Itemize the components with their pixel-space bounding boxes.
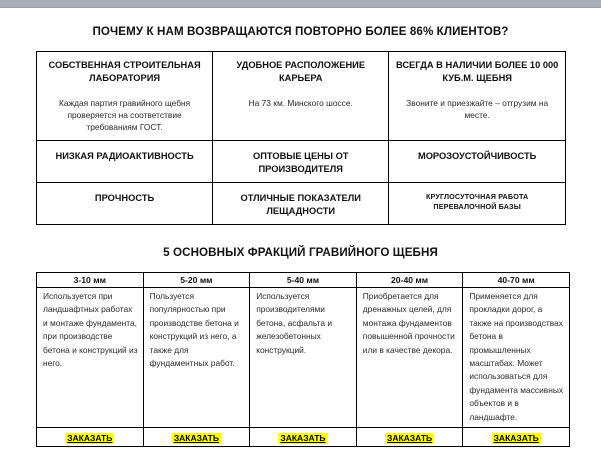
order-button-40-70[interactable]: ЗАКАЗАТЬ <box>493 433 539 443</box>
order-button-5-20[interactable]: ЗАКАЗАТЬ <box>173 433 219 443</box>
fractions-heading: 5 ОСНОВНЫХ ФРАКЦИЙ ГРАВИЙНОГО ЩЕБНЯ <box>163 246 438 259</box>
benefit-cell-strength <box>37 183 213 225</box>
benefit-title: ОПТОВЫЕ ЦЕНЫ ОТ ПРОИЗВОДИТЕЛЯ <box>252 151 349 174</box>
benefits-heading: ПОЧЕМУ К НАМ ВОЗВРАЩАЮТСЯ ПОВТОРНО БОЛЕЕ 86% КЛИЕНТОВ? <box>92 25 509 38</box>
benefit-cell-frost <box>389 141 566 183</box>
fraction-size-20-40: 20-40 мм <box>356 273 463 288</box>
benefit-cell-radioactivity <box>37 141 213 183</box>
fraction-description-3-10: Используется при ландшафтных работах и монтаже фундамента, при производстве бетона и конструкций из него. <box>37 288 144 428</box>
fraction-description-5-40: Используется производителями бетона, асфальта и железобетонных конструкций. <box>250 288 357 428</box>
benefit-cell-location <box>213 52 389 141</box>
benefit-body: Звоните и приезжайте – отгрузим на месте. <box>406 98 549 120</box>
order-cell-5-20[interactable] <box>143 428 250 447</box>
benefit-title: МОРОЗОУСТОЙЧИВОСТЬ <box>417 151 537 161</box>
benefit-title: НИЗКАЯ РАДИОАКТИВНОСТЬ <box>55 151 194 161</box>
benefit-title: ВСЕГДА В НАЛИЧИИ БОЛЕЕ 10 000 КУБ.М. ЩЕБНЯ <box>395 60 559 83</box>
benefits-table <box>36 51 566 225</box>
benefit-title: ПРОЧНОСТЬ <box>94 193 155 203</box>
benefit-title: СОБСТВЕННАЯ СТРОИТЕЛЬНАЯ ЛАБОРАТОРИЯ <box>48 60 201 83</box>
order-cell-3-10[interactable] <box>37 428 144 447</box>
fraction-size-5-20: 5-20 мм <box>143 273 250 288</box>
table-row <box>37 183 566 225</box>
table-row <box>37 141 566 183</box>
benefit-title: УДОБНОЕ РАСПОЛОЖЕНИЕ КАРЬЕРА <box>236 60 366 83</box>
page-content <box>0 8 601 450</box>
benefit-title: КРУГЛОСУТОЧНАЯ РАБОТА ПЕРЕВАЛОЧНОЙ БАЗЫ <box>425 192 529 211</box>
benefit-cell-stock <box>389 52 566 141</box>
order-cell-20-40[interactable] <box>356 428 463 447</box>
benefit-cell-prices <box>213 141 389 183</box>
order-button-5-40[interactable]: ЗАКАЗАТЬ <box>280 433 326 443</box>
table-row <box>37 52 566 141</box>
benefit-cell-lab <box>37 52 213 141</box>
benefit-body: Каждая партия гравийного щебня проверяется на соответствие требованиям ГОСТ. <box>58 98 191 132</box>
fraction-size-5-40: 5-40 мм <box>250 273 357 288</box>
fraction-size-3-10: 3-10 мм <box>37 273 144 288</box>
order-cell-40-70[interactable] <box>463 428 570 447</box>
benefit-cell-flakiness <box>213 183 389 225</box>
order-button-3-10[interactable]: ЗАКАЗАТЬ <box>67 433 113 443</box>
benefit-cell-roundclock <box>389 183 566 225</box>
fraction-size-40-70: 40-70 мм <box>463 273 570 288</box>
fractions-header-row <box>37 273 570 288</box>
fraction-description-40-70: Применяется для прокладки дорог, а также на производствах бетона в промышленных масштабах. Может использоваться для фундамента массивных объектов и в ландшафте. <box>463 288 570 428</box>
fractions-table <box>36 272 570 447</box>
fraction-description-5-20: Пользуется популярностью при производстве бетона и конструкций из него, а также для фундаментных работ. <box>143 288 250 428</box>
order-cell-5-40[interactable] <box>250 428 357 447</box>
benefit-title: ОТЛИЧНЫЕ ПОКАЗАТЕЛИ ЛЕЩАДНОСТИ <box>240 193 361 216</box>
fraction-description-20-40: Приобретается для дренажных целей, для монтажа фундаментов повышенной прочности или в качестве декора. <box>356 288 463 428</box>
order-button-20-40[interactable]: ЗАКАЗАТЬ <box>387 433 433 443</box>
benefit-body: На 73 км. Минского шоссе. <box>248 98 353 108</box>
fractions-cta-row <box>37 428 570 447</box>
window-top-bar <box>0 0 601 8</box>
fractions-body-row <box>37 288 570 428</box>
